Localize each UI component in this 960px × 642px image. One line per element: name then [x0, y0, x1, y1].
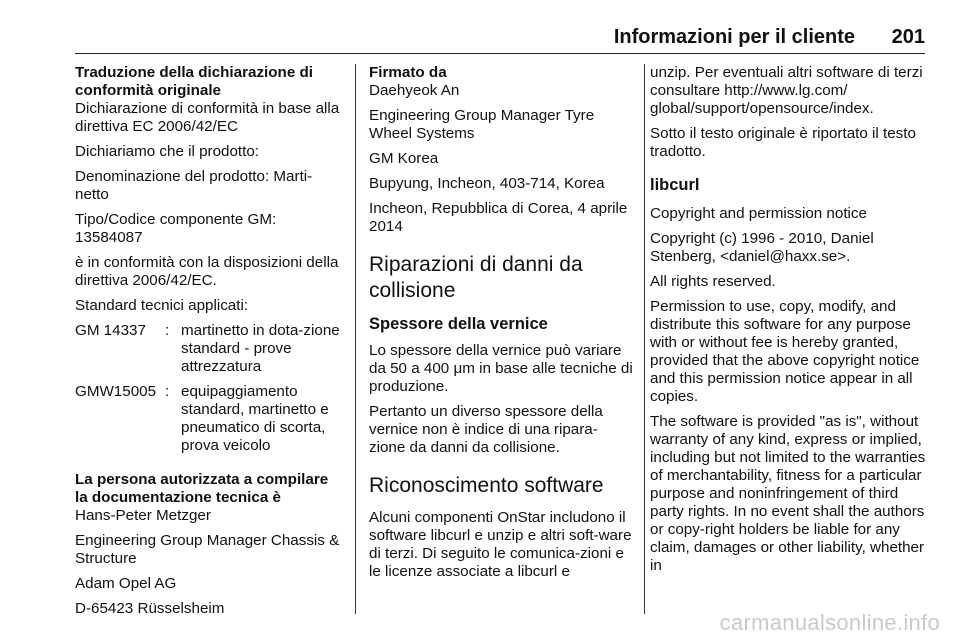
paragraph: Sotto il testo originale è riportato il testo tradotto.	[650, 125, 916, 160]
column-left	[75, 64, 343, 625]
column-middle	[369, 64, 633, 588]
paragraph: Hans-Peter Metzger	[75, 507, 211, 524]
page-number: 201	[891, 26, 925, 48]
column-divider	[355, 64, 356, 614]
paragraph: Alcuni componenti OnStar includono il software libcurl e unzip e altri soft-ware di terzi. Di seguito le comunica-zioni e le licenze associate a libcurl e	[369, 509, 632, 580]
paragraph: The software is provided "as is", without warranty of any kind, express or implied, including but not limited to the warranties of merchantability, fitness for a particular purpose and noninfringement of third party rights. In no event shall the authors or copy-right holders be liable for any claim, damages or other liability, whether in	[650, 413, 926, 574]
paragraph: Dichiarazione di conformità in base alla direttiva EC 2006/42/EC	[75, 100, 340, 135]
standards-row	[75, 322, 343, 376]
paragraph: Denominazione del prodotto: Marti-netto	[75, 168, 313, 203]
signed-by-heading: Firmato da	[369, 64, 447, 81]
paragraph: unzip. Per eventuali altri software di terzi consultare http://www.lg.com/ global/support/opensource/index.	[650, 64, 923, 117]
paragraph: Permission to use, copy, modify, and distribute this software for any purpose with or without fee is hereby granted, provided that the above copyright notice and this permission notice appear in all copies.	[650, 298, 920, 405]
paragraph: Pertanto un diverso spessore della vernice non è indice di una ripara-zione da danni da collisione.	[369, 403, 603, 456]
page-header	[75, 26, 925, 50]
paragraph: D-65423 Rüsselsheim	[75, 600, 225, 617]
paragraph: GM Korea	[369, 150, 439, 167]
standard-code: GMW15005	[75, 383, 157, 400]
paragraph: Engineering Group Manager Chassis & Structure	[75, 532, 340, 567]
paragraph: Incheon, Repubblica di Corea, 4 aprile 2014	[369, 200, 628, 235]
subsection-heading-libcurl: libcurl	[650, 176, 700, 194]
column-right	[650, 64, 930, 582]
column-divider	[644, 64, 645, 614]
declaration-heading: Traduzione della dichiarazione di conformità originale	[75, 64, 313, 99]
section-heading-software-acknowledgement: Riconoscimento software	[369, 474, 604, 497]
paragraph: Dichiariamo che il prodotto:	[75, 143, 260, 160]
paragraph: Daehyeok An	[369, 82, 460, 99]
standard-code: GM 14337	[75, 322, 146, 339]
watermark: carmanualsonline.info	[719, 610, 940, 635]
section-heading-collision-repair: Riparazioni di danni da collisione	[369, 253, 583, 302]
paragraph: Copyright (c) 1996 - 2010, Daniel Stenberg, <daniel@haxx.se>.	[650, 230, 874, 265]
standard-description: equipaggiamento standard, martinetto e pneumatico di scorta, prova veicolo	[181, 383, 329, 454]
paragraph: è in conformità con la disposizioni della direttiva 2006/42/EC.	[75, 254, 339, 289]
paragraph: Engineering Group Manager Tyre Wheel Systems	[369, 107, 595, 142]
standards-row	[75, 383, 343, 455]
paragraph: Lo spessore della vernice può variare da 50 a 400 μm in base alle tecniche di produzione.	[369, 342, 633, 395]
paragraph: All rights reserved.	[650, 273, 776, 290]
subsection-heading-paint-thickness: Spessore della vernice	[369, 315, 548, 333]
standard-separator: :	[165, 383, 170, 400]
header-rule	[75, 53, 925, 54]
paragraph: Adam Opel AG	[75, 575, 177, 592]
paragraph: Bupyung, Incheon, 403-714, Korea	[369, 175, 605, 192]
standard-description: martinetto in dota-zione standard - prove attrezzatura	[181, 322, 340, 375]
standard-separator: :	[165, 322, 170, 339]
authorized-person-heading: La persona autorizzata a compilare la documentazione tecnica è	[75, 471, 329, 506]
paragraph: Copyright and permission notice	[650, 205, 867, 222]
paragraph: Tipo/Codice componente GM: 13584087	[75, 211, 277, 246]
paragraph: Standard tecnici applicati:	[75, 297, 249, 314]
page-title: Informazioni per il cliente	[613, 26, 855, 48]
